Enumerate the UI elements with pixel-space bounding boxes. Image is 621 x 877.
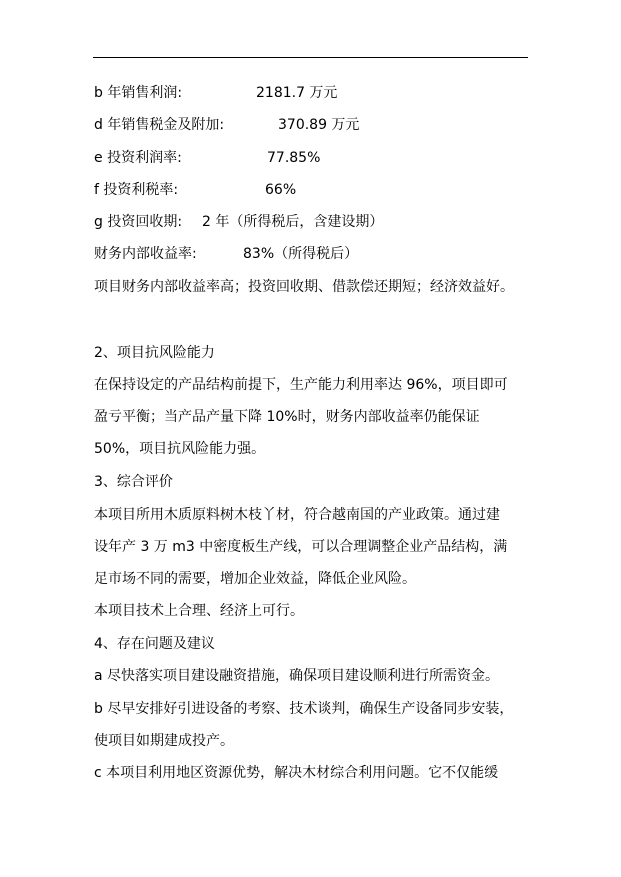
- paragraph-line: 足市场不同的需要，增加企业效益，降低企业风险。: [94, 571, 416, 587]
- indicator-label: f 投资利税率:: [94, 182, 179, 198]
- paragraph-line: c 本项目利用地区资源优势，解决木材综合利用问题。它不仅能缓: [94, 765, 499, 781]
- indicator-label: b 年销售利润:: [94, 85, 183, 101]
- paragraph-line: 使项目如期建成投产。: [94, 733, 234, 749]
- paragraph-line: 本项目所用木质原料树木枝丫材，符合越南国的产业政策。通过建: [94, 507, 500, 523]
- indicator-row-profit: [94, 84, 338, 102]
- paragraph-line: 设年产 3 万 m3 中密度板生产线，可以合理调整企业产品结构，满: [94, 539, 508, 555]
- indicator-value: 66%: [265, 182, 297, 198]
- paragraph-line: 50%，项目抗风险能力强。: [94, 441, 266, 457]
- indicator-label: 财务内部收益率:: [94, 246, 197, 262]
- indicator-label: d 年销售税金及附加:: [94, 117, 225, 133]
- indicator-summary: 项目财务内部收益率高；投资回收期、借款偿还期短；经济效益好。: [94, 279, 514, 295]
- indicator-label: g 投资回收期:: [94, 214, 183, 230]
- indicator-value: 2181.7 万元: [256, 85, 338, 101]
- indicator-value: 83%（所得税后）: [243, 246, 359, 262]
- indicator-value: 2 年（所得税后，含建设期）: [202, 214, 384, 230]
- paragraph-line: 在保持设定的产品结构前提下，生产能力利用率达 96%，项目即可: [94, 377, 508, 393]
- section-heading-evaluation: 3、综合评价: [94, 474, 173, 490]
- indicator-label: e 投资利润率:: [94, 150, 182, 166]
- paragraph-line: 本项目技术上合理、经济上可行。: [94, 603, 304, 619]
- indicator-row-tax-rate: [94, 181, 297, 199]
- indicator-value: 370.89 万元: [278, 117, 360, 133]
- indicator-row-profit-rate: [94, 149, 321, 167]
- section-heading-risk: 2、项目抗风险能力: [94, 345, 215, 361]
- indicator-row-payback: [94, 213, 384, 231]
- indicator-value: 77.85%: [267, 150, 321, 166]
- header-rule: [93, 57, 528, 58]
- indicator-row-tax: [94, 116, 360, 134]
- paragraph-line: a 尽快落实项目建设融资措施，确保项目建设顺利进行所需资金。: [94, 668, 500, 684]
- paragraph-line: 盈亏平衡；当产品产量下降 10%时，财务内部收益率仍能保证: [94, 409, 480, 425]
- section-heading-issues: 4、存在问题及建议: [94, 636, 215, 652]
- paragraph-line: b 尽早安排好引进设备的考察、技术谈判，确保生产设备同步安装，: [94, 701, 514, 717]
- indicator-row-irr: [94, 245, 359, 263]
